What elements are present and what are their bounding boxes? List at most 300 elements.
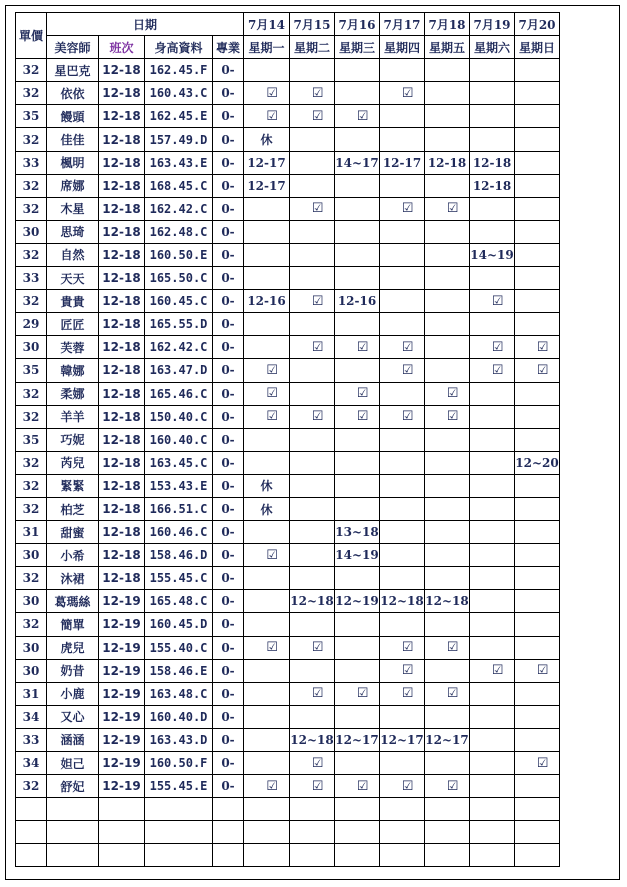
checkbox-checked-icon: ☑ [401,686,414,702]
profile-cell: 155.45.E [145,775,213,798]
profile-cell: 162.42.C [145,197,213,220]
table-row [16,474,560,497]
schedule-cell [515,428,560,451]
table-row [16,82,560,105]
empty-cell [470,844,515,867]
schedule-cell [290,313,335,336]
shift-cell: 12-18 [99,428,145,451]
schedule-cell [380,105,425,128]
date-header: 7月15 [290,13,335,36]
schedule-cell [470,336,515,359]
shift-cell: 12-18 [99,405,145,428]
schedule-cell [380,313,425,336]
beautician-name: 貴貴 [47,290,99,313]
empty-cell [145,798,213,821]
schedule-cell: 13~18 [335,521,380,544]
schedule-cell [244,682,290,705]
profile-cell: 163.43.D [145,728,213,751]
schedule-cell [335,82,380,105]
table-row [16,359,560,382]
beautician-name: 妲己 [47,752,99,775]
table-row [16,382,560,405]
schedule-cell: 12-16 [335,290,380,313]
schedule-cell [335,497,380,520]
checkbox-checked-icon: ☑ [266,386,278,402]
empty-cell [515,844,560,867]
schedule-cell [244,267,290,290]
schedule-cell: 12-17 [244,174,290,197]
shift-cell: 12-18 [99,359,145,382]
price-header: 單價 [16,13,47,59]
beautician-name: 小希 [47,544,99,567]
table-row [16,728,560,751]
schedule-cell [515,359,560,382]
schedule-cell [244,590,290,613]
schedule-cell [244,105,290,128]
schedule-cell [380,128,425,151]
schedule-cell [515,728,560,751]
table-row [16,174,560,197]
empty-row [16,821,560,844]
specialty-cell: 0- [213,590,244,613]
schedule-cell [425,128,470,151]
date-group-header: 日期 [47,13,244,36]
schedule-cell [470,290,515,313]
beautician-name: 簡單 [47,613,99,636]
shift-cell: 12-18 [99,544,145,567]
schedule-cell [470,267,515,290]
profile-cell: 165.48.C [145,590,213,613]
schedule-cell [515,197,560,220]
price-cell: 30 [16,659,47,682]
schedule-cell: 12~20 [515,451,560,474]
schedule-cell [515,497,560,520]
empty-cell [515,821,560,844]
schedule-body [16,59,560,867]
price-cell: 33 [16,728,47,751]
shift-cell: 12-18 [99,128,145,151]
specialty-cell: 0- [213,428,244,451]
schedule-cell [335,567,380,590]
table-row [16,497,560,520]
price-cell: 32 [16,405,47,428]
profile-cell: 160.43.C [145,82,213,105]
price-cell: 31 [16,521,47,544]
schedule-cell [290,382,335,405]
beautician-name: 思琦 [47,220,99,243]
schedule-cell [290,474,335,497]
specialty-cell: 0- [213,290,244,313]
schedule-cell [425,775,470,798]
schedule-cell: 12~18 [380,590,425,613]
schedule-cell [290,290,335,313]
price-cell: 32 [16,497,47,520]
shift-cell: 12-19 [99,682,145,705]
beautician-name: 又心 [47,705,99,728]
schedule-cell [290,497,335,520]
empty-cell [515,798,560,821]
specialty-cell: 0- [213,105,244,128]
schedule-cell [425,705,470,728]
schedule-cell [244,636,290,659]
beautician-name: 韓娜 [47,359,99,382]
checkbox-checked-icon: ☑ [311,686,324,702]
shift-cell: 12-18 [99,243,145,266]
empty-cell [99,821,145,844]
schedule-cell [380,752,425,775]
checkbox-checked-icon: ☑ [266,409,278,425]
schedule-cell [425,105,470,128]
weekday-header: 星期三 [335,36,380,59]
header-row-dates [16,13,560,36]
schedule-cell: 12~18 [290,728,335,751]
weekday-header-saturday: 星期六 [470,36,515,59]
schedule-cell [515,474,560,497]
empty-cell [380,798,425,821]
specialty-cell: 0- [213,613,244,636]
schedule-cell [470,59,515,82]
schedule-cell [470,428,515,451]
beautician-name: 葛瑪絲 [47,590,99,613]
schedule-cell [515,590,560,613]
empty-row [16,844,560,867]
checkbox-checked-icon: ☑ [446,386,459,402]
schedule-cell [380,336,425,359]
schedule-cell [290,682,335,705]
table-row [16,659,560,682]
checkbox-checked-icon: ☑ [446,201,459,217]
beautician-name: 楓明 [47,151,99,174]
schedule-cell [425,313,470,336]
schedule-cell [380,405,425,428]
beautician-name: 匠匠 [47,313,99,336]
checkbox-checked-icon: ☑ [491,339,504,355]
empty-cell [244,821,290,844]
checkbox-checked-icon: ☑ [356,409,369,425]
schedule-cell [425,451,470,474]
checkbox-checked-icon: ☑ [311,640,324,656]
weekday-header: 星期一 [244,36,290,59]
specialty-cell: 0- [213,174,244,197]
schedule-cell [515,267,560,290]
price-cell: 35 [16,105,47,128]
schedule-cell [515,82,560,105]
schedule-cell [425,174,470,197]
checkbox-checked-icon: ☑ [311,339,324,355]
specialty-cell: 0- [213,497,244,520]
schedule-cell [380,775,425,798]
shift-cell: 12-18 [99,497,145,520]
profile-cell: 153.43.E [145,474,213,497]
price-cell: 35 [16,428,47,451]
schedule-cell [380,497,425,520]
profile-cell: 160.50.F [145,752,213,775]
weekday-header: 星期二 [290,36,335,59]
price-cell: 34 [16,752,47,775]
profile-cell: 165.46.C [145,382,213,405]
schedule-cell [515,544,560,567]
schedule-cell: 14~19 [470,243,515,266]
price-cell: 32 [16,243,47,266]
beautician-name: 巧妮 [47,428,99,451]
schedule-cell: 12-17 [380,151,425,174]
beautician-name: 木星 [47,197,99,220]
profile-cell: 168.45.C [145,174,213,197]
schedule-cell [335,220,380,243]
shift-cell: 12-18 [99,451,145,474]
price-cell: 31 [16,682,47,705]
empty-cell [47,844,99,867]
schedule-cell [470,474,515,497]
empty-cell [47,821,99,844]
specialty-cell: 0- [213,567,244,590]
checkbox-checked-icon: ☑ [446,778,459,794]
schedule-cell [470,382,515,405]
schedule-cell [425,243,470,266]
shift-cell: 12-18 [99,382,145,405]
shift-cell: 12-19 [99,659,145,682]
schedule-cell [470,705,515,728]
table-row [16,451,560,474]
checkbox-checked-icon: ☑ [311,409,324,425]
price-cell: 32 [16,59,47,82]
price-cell: 32 [16,197,47,220]
profile-cell: 158.46.E [145,659,213,682]
schedule-cell [515,243,560,266]
schedule-cell: 12-17 [244,151,290,174]
specialty-cell: 0- [213,82,244,105]
schedule-cell [470,405,515,428]
schedule-cell [244,705,290,728]
schedule-cell [425,359,470,382]
schedule-cell [425,82,470,105]
schedule-cell [244,567,290,590]
schedule-cell [470,313,515,336]
profile-cell: 158.46.D [145,544,213,567]
header-row-columns [16,36,560,59]
date-header: 7月16 [335,13,380,36]
checkbox-checked-icon: ☑ [356,686,369,702]
empty-cell [470,821,515,844]
specialty-cell: 0- [213,243,244,266]
shift-cell: 12-18 [99,474,145,497]
schedule-cell [244,775,290,798]
checkbox-checked-icon: ☑ [356,778,369,794]
schedule-cell [425,497,470,520]
beautician-name: 小鹿 [47,682,99,705]
schedule-cell [470,497,515,520]
empty-cell [145,844,213,867]
schedule-cell [335,636,380,659]
schedule-cell: 休 [244,497,290,520]
schedule-cell [515,220,560,243]
specialty-cell: 0- [213,659,244,682]
empty-cell [290,844,335,867]
specialty-cell: 0- [213,775,244,798]
schedule-cell [515,336,560,359]
shift-cell: 12-18 [99,105,145,128]
beautician-name: 緊緊 [47,474,99,497]
empty-cell [425,844,470,867]
checkbox-checked-icon: ☑ [401,201,414,217]
schedule-cell [380,451,425,474]
checkbox-checked-icon: ☑ [401,663,414,679]
price-cell: 32 [16,775,47,798]
schedule-cell [290,521,335,544]
schedule-cell [425,382,470,405]
profile-cell: 150.40.C [145,405,213,428]
checkbox-checked-icon: ☑ [266,778,278,794]
price-cell: 30 [16,590,47,613]
shift-cell: 12-18 [99,59,145,82]
schedule-cell [425,220,470,243]
schedule-cell [425,267,470,290]
beautician-name: 虎兒 [47,636,99,659]
schedule-cell [425,567,470,590]
schedule-cell [335,474,380,497]
schedule-cell [380,474,425,497]
profile-cell: 160.40.C [145,428,213,451]
empty-cell [16,798,47,821]
checkbox-checked-icon: ☑ [266,85,278,101]
table-row [16,567,560,590]
schedule-cell [515,636,560,659]
checkbox-checked-icon: ☑ [311,201,324,217]
schedule-cell [470,128,515,151]
shift-cell: 12-18 [99,82,145,105]
schedule-cell [290,451,335,474]
schedule-cell [425,521,470,544]
schedule-cell [335,659,380,682]
specialty-cell: 0- [213,752,244,775]
profile-cell: 165.55.D [145,313,213,336]
schedule-cell [244,197,290,220]
empty-cell [380,844,425,867]
price-cell: 33 [16,267,47,290]
schedule-cell [335,174,380,197]
table-row [16,613,560,636]
profile-cell: 163.45.C [145,451,213,474]
empty-cell [244,844,290,867]
beautician-name: 天天 [47,267,99,290]
schedule-cell [515,290,560,313]
schedule-cell [335,128,380,151]
shift-header: 班次 [99,36,145,59]
schedule-cell [290,267,335,290]
schedule-cell [335,267,380,290]
profile-cell: 162.48.C [145,220,213,243]
schedule-cell [425,752,470,775]
schedule-cell [515,682,560,705]
profile-cell: 162.45.E [145,105,213,128]
schedule-cell [470,359,515,382]
schedule-cell [335,313,380,336]
table-row [16,590,560,613]
price-cell: 35 [16,359,47,382]
schedule-cell [335,59,380,82]
empty-cell [290,821,335,844]
profile-cell: 162.42.C [145,336,213,359]
specialty-cell: 0- [213,451,244,474]
checkbox-checked-icon: ☑ [311,108,324,124]
beautician-name: 芙蓉 [47,336,99,359]
schedule-cell [425,428,470,451]
checkbox-checked-icon: ☑ [401,640,414,656]
checkbox-checked-icon: ☑ [356,108,369,124]
empty-cell [425,821,470,844]
price-cell: 32 [16,613,47,636]
profile-cell: 166.51.C [145,497,213,520]
schedule-cell [244,382,290,405]
checkbox-checked-icon: ☑ [446,640,459,656]
schedule-cell [290,220,335,243]
schedule-cell: 12~18 [425,590,470,613]
profile-cell: 163.48.C [145,682,213,705]
specialty-header: 專業 [213,36,244,59]
shift-cell: 12-19 [99,728,145,751]
shift-cell: 12-19 [99,775,145,798]
schedule-cell: 休 [244,128,290,151]
checkbox-checked-icon: ☑ [311,293,324,309]
schedule-cell [380,521,425,544]
weekday-header: 星期五 [425,36,470,59]
profile-cell: 157.49.D [145,128,213,151]
beautician-name: 饅頭 [47,105,99,128]
schedule-cell [244,359,290,382]
price-cell: 32 [16,128,47,151]
schedule-cell [470,521,515,544]
price-cell: 30 [16,220,47,243]
schedule-cell [290,359,335,382]
specialty-cell: 0- [213,59,244,82]
table-row [16,705,560,728]
schedule-cell [290,659,335,682]
schedule-cell [470,659,515,682]
schedule-cell [425,544,470,567]
schedule-cell [380,682,425,705]
shift-cell: 12-19 [99,752,145,775]
table-row [16,313,560,336]
schedule-cell [425,405,470,428]
shift-cell: 12-18 [99,336,145,359]
schedule-table [15,12,560,867]
schedule-cell [470,567,515,590]
schedule-cell [380,197,425,220]
schedule-cell: 12~18 [290,590,335,613]
beautician-name: 涵涵 [47,728,99,751]
schedule-cell [470,775,515,798]
checkbox-checked-icon: ☑ [536,339,549,355]
schedule-cell [335,405,380,428]
profile-cell: 160.45.C [145,290,213,313]
beautician-name: 柔娜 [47,382,99,405]
specialty-cell: 0- [213,267,244,290]
schedule-cell [335,705,380,728]
schedule-cell [290,705,335,728]
specialty-cell: 0- [213,521,244,544]
schedule-cell [335,428,380,451]
schedule-cell: 12-18 [470,151,515,174]
price-cell: 30 [16,336,47,359]
empty-cell [99,844,145,867]
shift-cell: 12-18 [99,290,145,313]
weekday-header: 星期四 [380,36,425,59]
checkbox-checked-icon: ☑ [401,778,414,794]
checkbox-checked-icon: ☑ [266,547,278,563]
schedule-cell [470,197,515,220]
profile-header: 身高資料 [145,36,213,59]
specialty-cell: 0- [213,682,244,705]
